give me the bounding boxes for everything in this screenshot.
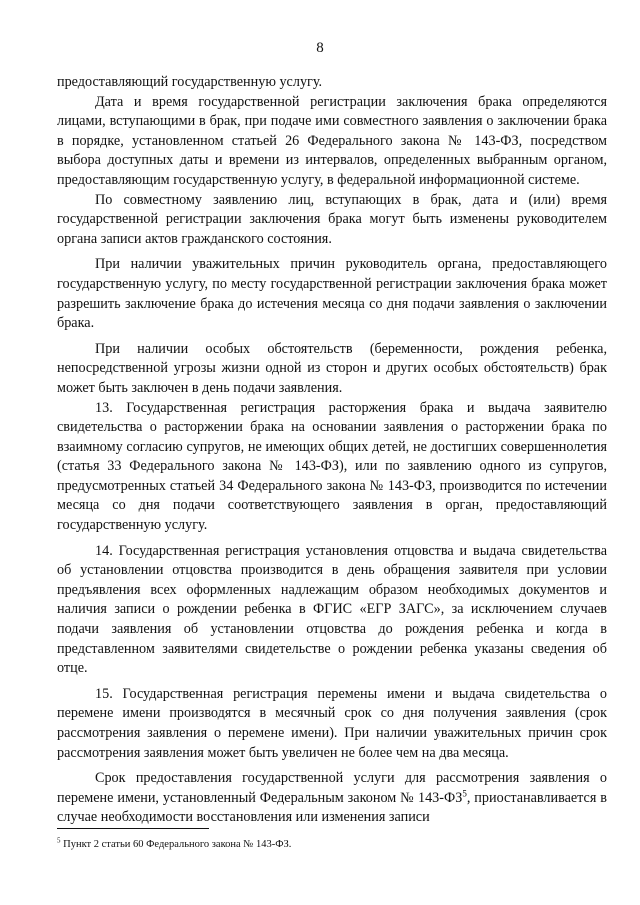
footnote (57, 838, 607, 851)
paragraph-continuation: предоставляющий государственную услугу. (57, 74, 323, 90)
footnote-reference: 5 (462, 788, 467, 799)
paragraph-13-divorce: 13. Государственная регистрация расторжения брака и выдача заявителю свидетельства о расторжении брака на основании заявления о расторжении брака по взаимному согласию супругов, не имеющих общих детей, не достигших совершеннолетия (статья 33 Федерального закона № 143-ФЗ), или по заявлению одного из супругов, предусмотренных статьей 34 Федерального закона № 143-ФЗ, производится по истечении месяца со дня подачи соответствующего заявления в орган, предоставляющий государственную услугу. (57, 399, 607, 534)
paragraph-suspension-text-after: , приостанавливается в случае необходимости восстановления или изменения записи (57, 789, 607, 826)
paragraph-special-circumstances: При наличии особых обстоятельств (беременности, рождения ребенка, непосредственной угрозы жизни одной из сторон и других особых обстоятельств) брак может быть заключен в день подачи заявления. (57, 340, 607, 396)
paragraph-14-paternity: 14. Государственная регистрация установления отцовства и выдача свидетельства об установлении отцовства производится в день обращения заявителя при условии предъявления всех оформленных надлежащим образом необходимых документов и наличия записи о рождении ребенка в ФГИС «ЕГР ЗАГС», за исключением случаев подачи заявления об установлении отцовства до рождения ребенка и когда в представленном заявителями свидетельстве о рождении ребенка указаны сведения об отце. (57, 542, 607, 677)
paragraph-date-change: По совместному заявлению лиц, вступающих в брак, дата и (или) время государственной регистрации заключения брака могут быть изменены руководителем органа записи актов гражданского состояния. (57, 191, 607, 247)
paragraph-15-name-change: 15. Государственная регистрация перемены имени и выдача свидетельства о перемене имени производятся в месячный срок со дня получения заявления (срок рассмотрения заявления о перемене имени). При наличии уважительных причин срок рассмотрения заявления может быть увеличен не более чем на два месяца. (57, 685, 607, 761)
footnote-number: 5 (57, 836, 61, 845)
footnote-divider (57, 828, 209, 829)
paragraph-marriage-date: Дата и время государственной регистрации заключения брака определяются лицами, вступающими в брак, при подаче ими совместного заявления о заключении брака в порядке, установленном статьей 26 Федерального закона № 143-ФЗ, посредством выбора доступных даты и времени из интервалов, определенных выбранным органом, предоставляющим государственную услугу, в федеральной информационной системе. (57, 93, 607, 188)
page-number: 8 (316, 40, 324, 56)
paragraph-suspension (57, 769, 607, 828)
paragraph-valid-reasons: При наличии уважительных причин руководитель органа, предоставляющего государственную услугу, по месту государственной регистрации заключения брака может разрешить заключение брака до истечения месяца со дня подачи заявления о заключении брака. (57, 256, 607, 332)
paragraph-suspension-text: Срок предоставления государственной услуги для рассмотрения заявления о перемене имени, установленный Федеральным законом № 143-ФЗ (57, 770, 607, 806)
footnote-text: Пункт 2 статьи 60 Федерального закона № 143-ФЗ. (60, 839, 292, 850)
document-body (57, 73, 607, 828)
